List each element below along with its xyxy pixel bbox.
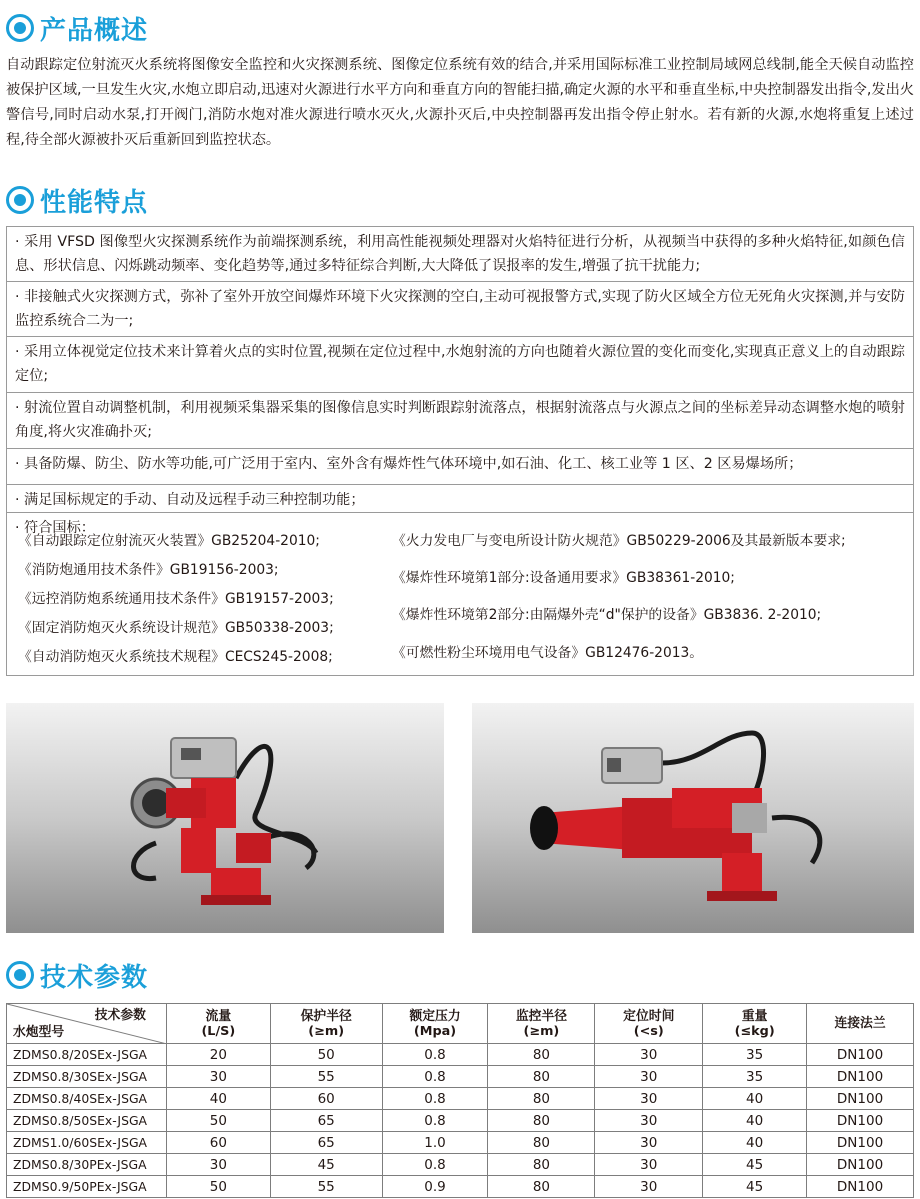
table-cell: 30 — [595, 1132, 703, 1154]
table-cell: 30 — [166, 1066, 270, 1088]
table-cell: DN100 — [807, 1176, 914, 1198]
table-cell: 40 — [703, 1110, 807, 1132]
table-cell: 0.8 — [382, 1110, 488, 1132]
column-header: 监控半径 (≥m) — [488, 1004, 595, 1044]
table-cell: DN100 — [807, 1154, 914, 1176]
table-cell: 20 — [166, 1044, 270, 1066]
model-cell: ZDMS0.8/50SEx-JSGA — [7, 1110, 167, 1132]
table-cell: 30 — [595, 1176, 703, 1198]
table-cell: 1.0 — [382, 1132, 488, 1154]
table-cell: 30 — [595, 1066, 703, 1088]
feature-item: · 满足国标规定的手动、自动及远程手动三种控制功能； — [7, 484, 913, 512]
table-cell: 30 — [595, 1154, 703, 1176]
column-header: 保护半径 (≥m) — [270, 1004, 382, 1044]
table-row — [7, 1088, 914, 1110]
table-row — [7, 1154, 914, 1176]
table-cell: 45 — [703, 1176, 807, 1198]
section-header-specs — [6, 957, 148, 993]
table-cell: 45 — [270, 1154, 382, 1176]
table-cell: 50 — [270, 1044, 382, 1066]
bullseye-icon — [6, 14, 34, 42]
table-row — [7, 1176, 914, 1198]
column-header: 额定压力 (Mpa) — [382, 1004, 488, 1044]
table-cell: DN100 — [807, 1044, 914, 1066]
model-cell: ZDMS0.8/30SEx-JSGA — [7, 1066, 167, 1088]
feature-item: · 具备防爆、防尘、防水等功能,可广泛用于室内、室外含有爆炸性气体环境中,如石油、化工、核工业等 1 区、2 区易爆场所； — [7, 448, 913, 484]
table-cell: 50 — [166, 1176, 270, 1198]
section-title: 产品概述 — [40, 15, 149, 46]
standard-item: 《可燃性粉尘环境用电气设备》GB12476-2013。 — [392, 645, 704, 661]
section-title: 性能特点 — [40, 187, 149, 218]
table-cell: 40 — [703, 1088, 807, 1110]
fire-cannon-compact-image — [6, 703, 444, 933]
table-cell: DN100 — [807, 1088, 914, 1110]
table-cell: 0.8 — [382, 1154, 488, 1176]
bullseye-icon — [6, 186, 34, 214]
table-cell: 30 — [595, 1088, 703, 1110]
feature-item: · 采用 VFSD 图像型火灾探测系统作为前端探测系统，利用高性能视频处理器对火焰特征进行分析，从视频当中获得的多种火焰特征,如颜色信息、形状信息、闪烁跳动频率、变化趋势等,通过多特征综合判断,大大降低了误报率的发生,增强了抗干扰能力; — [15, 234, 905, 274]
table-cell: 30 — [166, 1154, 270, 1176]
feature-item: · 采用立体视觉定位技术来计算着火点的实时位置,视频在定位过程中,水炮射流的方向也随着火源位置的变化而变化,实现真正意义上的自动跟踪定位; — [7, 336, 913, 392]
standard-item: 《爆炸性环境第1部分:设备通用要求》GB38361-2010; — [392, 570, 735, 586]
standard-item: 《爆炸性环境第2部分:由隔爆外壳“d"保护的设备》GB3836. 2-2010; — [392, 607, 822, 623]
feature-item: · 非接触式火灾探测方式，弥补了室外开放空间爆炸环境下火灾探测的空白,主动可视报警方式,实现了防火区域全方位无死角火灾探测,并与安防监控系统合二为一; — [7, 281, 913, 336]
table-cell: 30 — [595, 1110, 703, 1132]
table-cell: DN100 — [807, 1132, 914, 1154]
fire-cannon-long-barrel-image — [472, 703, 914, 933]
standard-item: 《消防炮通用技术条件》GB19156-2003; — [18, 562, 279, 578]
feature-item: · 射流位置自动调整机制，利用视频采集器采集的图像信息实时判断跟踪射流落点，根据射流落点与火源点之间的坐标差异动态调整水炮的喷射角度,将火灾准确扑灭; — [7, 392, 913, 448]
table-row — [7, 1132, 914, 1154]
model-cell: ZDMS0.8/30PEx-JSGA — [7, 1154, 167, 1176]
table-cell: 0.9 — [382, 1176, 488, 1198]
section-title: 技术参数 — [40, 962, 149, 993]
standard-item: 《固定消防炮灭火系统设计规范》GB50338-2003; — [18, 620, 334, 636]
table-cell: 80 — [488, 1110, 595, 1132]
corner-label-model: 水炮型号 — [13, 1025, 65, 1040]
model-cell: ZDMS0.9/50PEx-JSGA — [7, 1176, 167, 1198]
table-cell: 55 — [270, 1066, 382, 1088]
bullseye-icon — [6, 961, 34, 989]
table-cell: 60 — [270, 1088, 382, 1110]
table-cell: 0.8 — [382, 1088, 488, 1110]
table-row — [7, 1066, 914, 1088]
column-header: 重量 (≤kg) — [703, 1004, 807, 1044]
table-cell: DN100 — [807, 1110, 914, 1132]
table-cell: 0.8 — [382, 1044, 488, 1066]
table-corner-cell — [7, 1004, 167, 1044]
standard-item: 《自动消防炮灭火系统技术规程》CECS245-2008; — [18, 649, 333, 665]
table-cell: 65 — [270, 1132, 382, 1154]
table-row — [7, 1110, 914, 1132]
table-cell: 80 — [488, 1132, 595, 1154]
table-cell: 55 — [270, 1176, 382, 1198]
table-cell: 80 — [488, 1154, 595, 1176]
section-header-overview — [6, 10, 148, 46]
table-cell: 50 — [166, 1110, 270, 1132]
table-cell: 60 — [166, 1132, 270, 1154]
table-cell: 30 — [595, 1044, 703, 1066]
table-cell: 40 — [703, 1132, 807, 1154]
table-cell: 35 — [703, 1044, 807, 1066]
table-cell: 35 — [703, 1066, 807, 1088]
standard-item: 《火力发电厂与变电所设计防火规范》GB50229-2006及其最新版本要求; — [392, 533, 846, 549]
section-header-features — [6, 182, 148, 218]
standards-heading: · 符合国标： — [15, 520, 95, 536]
model-cell: ZDMS1.0/60SEx-JSGA — [7, 1132, 167, 1154]
table-cell: 0.8 — [382, 1066, 488, 1088]
table-cell: DN100 — [807, 1066, 914, 1088]
table-cell: 45 — [703, 1154, 807, 1176]
standard-item: 《自动跟踪定位射流灭火装置》GB25204-2010; — [18, 533, 320, 549]
corner-label-params: 技术参数 — [94, 1008, 146, 1023]
table-header-row — [7, 1004, 914, 1044]
column-header: 流量 (L/S) — [166, 1004, 270, 1044]
model-cell: ZDMS0.8/20SEx-JSGA — [7, 1044, 167, 1066]
overview-paragraph: 自动跟踪定位射流灭火系统将图像安全监控和火灾探测系统、图像定位系统有效的结合,并采用国际标准工业控制局域网总线制,能全天候自动监控被保护区域,一旦发生火灾,水炮立即启动,迅速对火源进行水平方向和垂直方向的智能扫描,确定火源的水平和垂直坐标,中央控制器发出指令,发出火警信号,同时启动水泵,打开阀门,消防水炮对准火源进行喷水灭火,火源扑灭后,中央控制器再发出指令停止射水。若有新的火源,水炮将重复上述过程,待全部火源被扑灭后重新回到监控状态。 — [6, 57, 914, 148]
table-cell: 65 — [270, 1110, 382, 1132]
model-cell: ZDMS0.8/40SEx-JSGA — [7, 1088, 167, 1110]
table-cell: 80 — [488, 1044, 595, 1066]
specs-table — [6, 1003, 914, 1198]
product-photo-2 — [472, 703, 914, 933]
table-row — [7, 1044, 914, 1066]
column-header: 定位时间 (<s) — [595, 1004, 703, 1044]
table-cell: 80 — [488, 1066, 595, 1088]
standard-item: 《远控消防炮系统通用技术条件》GB19157-2003; — [18, 591, 334, 607]
column-header: 连接法兰 — [807, 1004, 914, 1044]
table-cell: 80 — [488, 1088, 595, 1110]
table-cell: 40 — [166, 1088, 270, 1110]
table-cell: 80 — [488, 1176, 595, 1198]
product-photo-1 — [6, 703, 444, 933]
